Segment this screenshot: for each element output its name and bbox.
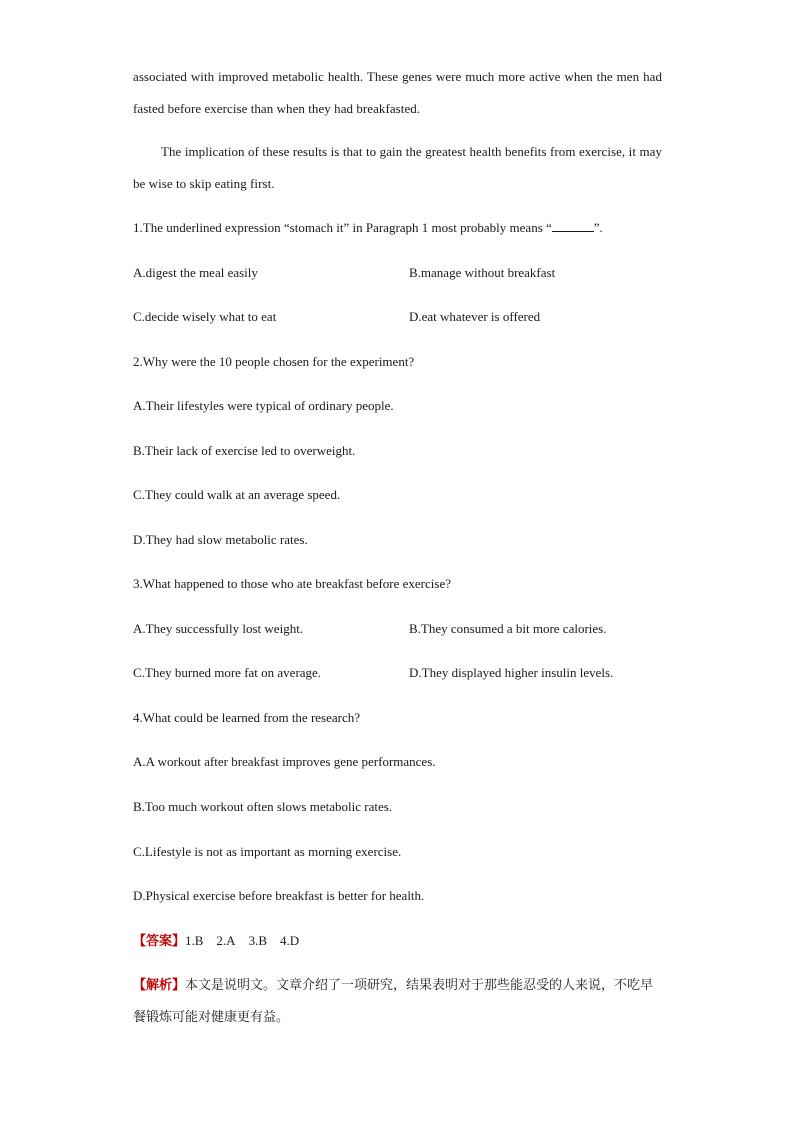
question-1-option-a: A.digest the meal easily xyxy=(133,265,258,280)
question-4-option-c: C.Lifestyle is not as important as morning exercise. xyxy=(133,844,402,859)
analysis-block xyxy=(133,969,662,1033)
question-1-stem xyxy=(133,220,603,236)
question-3-option-d: D.They displayed higher insulin levels. xyxy=(409,665,614,680)
question-1-stem-end: ”. xyxy=(593,220,603,235)
passage-paragraph-1: associated with improved metabolic health. These genes were much more active when the men had fasted before exercise than when they had breakfasted. xyxy=(133,69,662,116)
question-4-stem: 4.What could be learned from the research? xyxy=(133,710,361,725)
answer-text: 1.B 2.A 3.B 4.D xyxy=(185,933,300,948)
question-2-stem: 2.Why were the 10 people chosen for the experiment? xyxy=(133,354,415,369)
question-2-option-a: A.Their lifestyles were typical of ordinary people. xyxy=(133,398,394,413)
question-3-option-b: B.They consumed a bit more calories. xyxy=(409,621,607,636)
question-1-option-c: C.decide wisely what to eat xyxy=(133,309,277,324)
question-3-option-c: C.They burned more fat on average. xyxy=(133,665,322,680)
answer-blank xyxy=(552,220,594,232)
analysis-text: 本文是说明文。文章介绍了一项研究，结果表明对于那些能忍受的人来说，不吃早餐锻炼可能对健康更有益。 xyxy=(133,978,654,1025)
analysis-tag: 【解析】 xyxy=(133,978,186,993)
question-2-option-c: C.They could walk at an average speed. xyxy=(133,487,341,502)
passage-paragraph-2: The implication of these results is that to gain the greatest health benefits from exercise, it may be wise to skip eating first. xyxy=(133,144,662,191)
question-2-option-b: B.Their lack of exercise led to overweight. xyxy=(133,443,356,458)
question-1-option-b: B.manage without breakfast xyxy=(409,265,556,280)
answer-tag: 【答案】 xyxy=(133,934,186,949)
question-2-option-d: D.They had slow metabolic rates. xyxy=(133,532,308,547)
answer-line xyxy=(133,933,299,950)
question-4-option-d: D.Physical exercise before breakfast is better for health. xyxy=(133,888,425,903)
question-3-stem: 3.What happened to those who ate breakfast before exercise? xyxy=(133,576,451,591)
question-1-stem-text: 1.The underlined expression “stomach it” in Paragraph 1 most probably means “ xyxy=(133,220,552,235)
question-4-option-b: B.Too much workout often slows metabolic rates. xyxy=(133,799,393,814)
question-3-option-a: A.They successfully lost weight. xyxy=(133,621,304,636)
question-1-option-d: D.eat whatever is offered xyxy=(409,309,541,324)
question-4-option-a: A.A workout after breakfast improves gene performances. xyxy=(133,754,436,769)
